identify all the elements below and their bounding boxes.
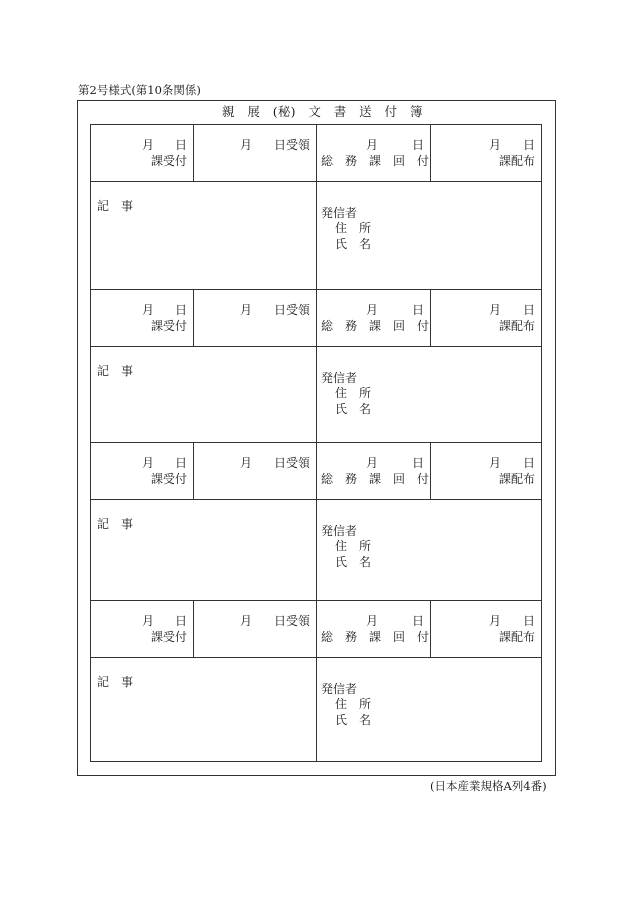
section-received-label: 課受付: [150, 154, 187, 168]
header-divider: [430, 124, 431, 181]
body-divider: [316, 346, 317, 442]
received-month-label: 月: [142, 303, 155, 317]
received-month-label: 月: [142, 138, 155, 152]
header-divider: [316, 600, 317, 657]
sender-address-label: 住 所: [335, 386, 372, 400]
received-month-label: 月: [142, 614, 155, 628]
sender-label: 発信者: [321, 371, 358, 385]
sender-name-label: 氏 名: [335, 713, 372, 727]
notes-label: 記 事: [97, 364, 134, 378]
body-divider: [316, 181, 317, 289]
received-day-label: 日: [175, 614, 188, 628]
header-divider: [193, 289, 194, 346]
accepted-month-label: 月: [240, 456, 253, 470]
general-affairs-forward-label: 総 務 課 回 付: [321, 630, 430, 644]
received-day-label: 日: [175, 456, 188, 470]
header-divider: [430, 600, 431, 657]
header-divider: [316, 124, 317, 181]
section-received-label: 課受付: [150, 472, 187, 486]
general-affairs-forward-label: 総 務 課 回 付: [321, 472, 430, 486]
section-received-label: 課受付: [150, 319, 187, 333]
sender-label: 発信者: [321, 206, 358, 220]
section-distributed-label: 課配布: [498, 319, 535, 333]
sender-label: 発信者: [321, 524, 358, 538]
section-received-label: 課受付: [150, 630, 187, 644]
header-divider: [193, 600, 194, 657]
paper-size-note: (日本産業規格A列4番): [430, 779, 547, 793]
accepted-month-label: 月: [240, 303, 253, 317]
form-label: 第2号様式(第10条関係): [78, 83, 201, 97]
sender-name-label: 氏 名: [335, 555, 372, 569]
sender-address-label: 住 所: [335, 221, 372, 235]
forwarded-day-label: 日: [412, 614, 425, 628]
forwarded-day-label: 日: [412, 138, 425, 152]
header-divider: [316, 442, 317, 499]
body-divider: [316, 657, 317, 761]
accepted-month-label: 月: [240, 614, 253, 628]
sender-name-label: 氏 名: [335, 237, 372, 251]
forwarded-month-label: 月: [366, 614, 379, 628]
forwarded-month-label: 月: [366, 138, 379, 152]
section-distributed-label: 課配布: [498, 630, 535, 644]
notes-label: 記 事: [97, 517, 134, 531]
header-divider: [430, 289, 431, 346]
header-divider: [430, 442, 431, 499]
form-title: 親 展 (秘) 文 書 送 付 簿: [222, 104, 423, 119]
distributed-day-label: 日: [523, 456, 536, 470]
general-affairs-forward-label: 総 務 課 回 付: [321, 154, 430, 168]
body-divider: [316, 499, 317, 600]
accepted-day-label: 日受領: [273, 456, 310, 470]
general-affairs-forward-label: 総 務 課 回 付: [321, 319, 430, 333]
sender-address-label: 住 所: [335, 539, 372, 553]
accepted-day-label: 日受領: [273, 614, 310, 628]
received-day-label: 日: [175, 138, 188, 152]
sender-address-label: 住 所: [335, 697, 372, 711]
distributed-month-label: 月: [489, 456, 502, 470]
accepted-day-label: 日受領: [273, 303, 310, 317]
header-divider: [193, 124, 194, 181]
received-month-label: 月: [142, 456, 155, 470]
accepted-month-label: 月: [240, 138, 253, 152]
distributed-month-label: 月: [489, 614, 502, 628]
forwarded-month-label: 月: [366, 303, 379, 317]
distributed-month-label: 月: [489, 138, 502, 152]
notes-label: 記 事: [97, 199, 134, 213]
forwarded-day-label: 日: [412, 456, 425, 470]
notes-label: 記 事: [97, 675, 134, 689]
sender-label: 発信者: [321, 682, 358, 696]
received-day-label: 日: [175, 303, 188, 317]
accepted-day-label: 日受領: [273, 138, 310, 152]
distributed-day-label: 日: [523, 303, 536, 317]
header-divider: [316, 289, 317, 346]
header-divider: [193, 442, 194, 499]
section-distributed-label: 課配布: [498, 154, 535, 168]
section-distributed-label: 課配布: [498, 472, 535, 486]
distributed-month-label: 月: [489, 303, 502, 317]
distributed-day-label: 日: [523, 138, 536, 152]
sender-name-label: 氏 名: [335, 402, 372, 416]
distributed-day-label: 日: [523, 614, 536, 628]
forwarded-month-label: 月: [366, 456, 379, 470]
forwarded-day-label: 日: [412, 303, 425, 317]
